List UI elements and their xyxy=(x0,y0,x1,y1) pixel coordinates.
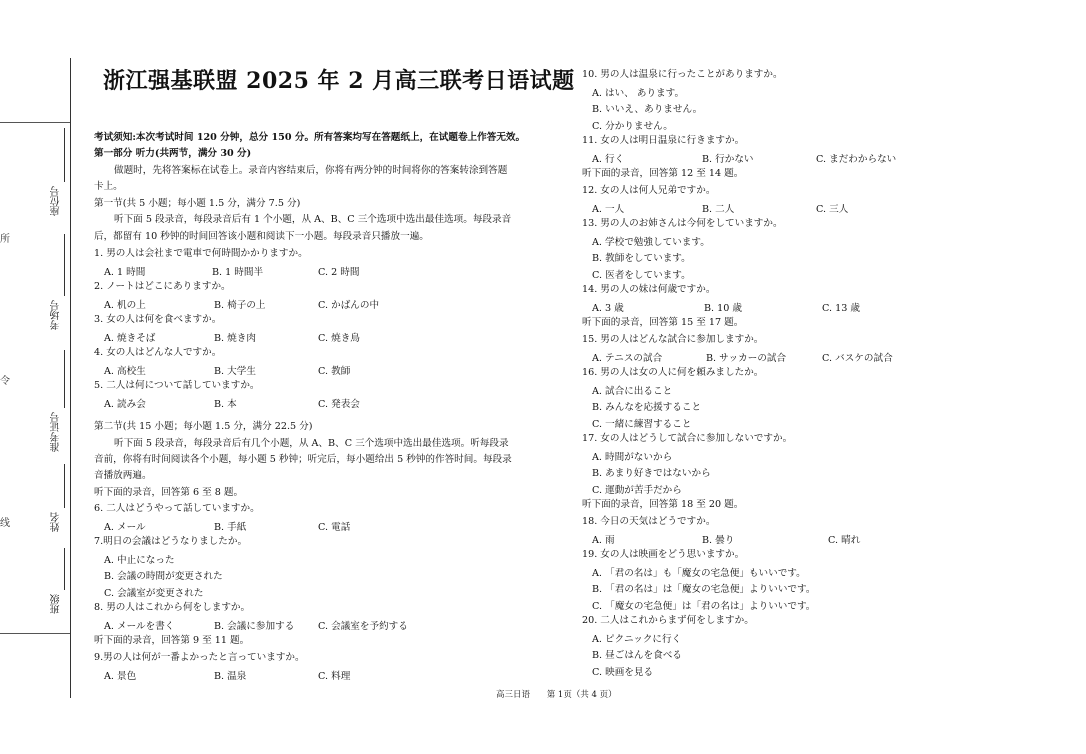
exam-notice: 考试须知:本次考试时间 120 分钟，总分 150 分。所有答案均写在答题纸上，在试题卷上作答无效。 xyxy=(94,132,526,143)
option: A. メールを書く xyxy=(104,621,175,632)
section-2-intro: 音前，你将有时间阅读各个小题，每小题 5 秒钟；听完后，每小题给出 5 秒钟的作答时间。每段录 xyxy=(94,454,512,465)
option: A. 学校で勉強しています。 xyxy=(592,237,710,248)
option: B. みんなを応援すること xyxy=(592,402,702,413)
footer-page-number: 第 1页（共 4 页） xyxy=(546,690,617,700)
question-16: 16. 男の人は女の人に何を頼みましたか。 xyxy=(582,367,764,378)
option: C. 運動が苦手だから xyxy=(592,485,682,496)
option: B. 行かない xyxy=(702,154,754,165)
option: C. 発表会 xyxy=(318,399,360,410)
question-8: 8. 男の人はこれから何をしますか。 xyxy=(94,602,251,613)
option: C. バスケの試合 xyxy=(822,353,893,364)
binding-margin xyxy=(0,0,72,754)
footer-subject: 高三日语 xyxy=(496,690,531,700)
field-line xyxy=(64,350,65,408)
option: C. 晴れ xyxy=(828,535,861,546)
option: B. 会議の時間が変更された xyxy=(104,571,223,582)
cut-char: 线 xyxy=(0,518,10,529)
option: B. サッカーの試合 xyxy=(706,353,787,364)
section-1-intro: 后，都留有 10 秒钟的时间回答该小题和阅读下一小题。每段录音只播放一遍。 xyxy=(94,231,429,242)
question-14: 14. 男の人の妹は何歳ですか。 xyxy=(582,284,716,295)
question-2: 2. ノートはどこにありますか。 xyxy=(94,281,231,292)
option: B. いいえ、ありません。 xyxy=(592,104,703,115)
question-17: 17. 女の人はどうして試合に参加しないですか。 xyxy=(582,433,793,444)
page-footer xyxy=(496,688,631,700)
question-10: 10. 男の人は温泉に行ったことがありますか。 xyxy=(582,69,783,80)
option: C. 焼き鳥 xyxy=(318,333,360,344)
section-2-heading: 第二节(共 15 小题；每小题 1.5 分，满分 22.5 分) xyxy=(94,421,313,432)
option: A. 景色 xyxy=(104,671,137,682)
part-1-heading: 第一部分 听力(共两节，满分 30 分) xyxy=(94,148,252,159)
section-1-heading: 第一节(共 5 小题；每小题 1.5 分，满分 7.5 分) xyxy=(94,198,301,209)
option: B. あまり好きではないから xyxy=(592,468,711,479)
field-line xyxy=(64,464,65,508)
option: C. 三人 xyxy=(816,204,849,215)
option: A. 行く xyxy=(592,154,625,165)
intro-text: 卡上。 xyxy=(94,181,123,192)
option: B. 焼き肉 xyxy=(214,333,256,344)
option: B. 二人 xyxy=(702,204,735,215)
option: C. 電話 xyxy=(318,522,351,533)
option: A. 高校生 xyxy=(104,366,146,377)
option: B. 本 xyxy=(214,399,237,410)
field-class: 班级 xyxy=(51,594,62,614)
field-admission-number: 准考证号 xyxy=(51,412,62,452)
field-line xyxy=(64,548,65,590)
listen-instruction: 听下面的录音，回答第 9 至 11 题。 xyxy=(94,635,250,646)
question-11: 11. 女の人は明日温泉に行きますか。 xyxy=(582,135,745,146)
option: C. 映画を見る xyxy=(592,667,654,678)
listen-instruction: 听下面的录音，回答第 15 至 17 题。 xyxy=(582,317,744,328)
option: B. 教師をしています。 xyxy=(592,253,691,264)
option: C. 会議室を予約する xyxy=(318,621,408,632)
option: B. 温泉 xyxy=(214,671,247,682)
option: C. 13 歳 xyxy=(822,303,860,314)
option: A. はい、 あります。 xyxy=(592,88,685,99)
option: C. かばんの中 xyxy=(318,300,380,311)
listen-instruction: 听下面的录音，回答第 18 至 20 题。 xyxy=(582,499,744,510)
cut-char: 所 xyxy=(0,234,10,245)
question-6: 6. 二人はどうやって話していますか。 xyxy=(94,503,260,514)
option: B. 10 歳 xyxy=(704,303,743,314)
question-20: 20. 二人はこれからまず何をしますか。 xyxy=(582,615,754,626)
question-3: 3. 女の人は何を食べますか。 xyxy=(94,314,222,325)
option: C. 教師 xyxy=(318,366,351,377)
question-19: 19. 女の人は映画をどう思いますか。 xyxy=(582,549,745,560)
question-5: 5. 二人は何について話していますか。 xyxy=(94,380,260,391)
section-1-intro: 听下面 5 段录音，每段录音后有 1 个小题，从 A、B、C 三个选项中选出最佳选项。每段录音 xyxy=(114,214,512,225)
listen-instruction: 听下面的录音，回答第 12 至 14 题。 xyxy=(582,168,744,179)
option: B. 曇り xyxy=(702,535,735,546)
option: A. 試合に出ること xyxy=(592,386,673,397)
field-exam-room: 考场号 xyxy=(51,300,62,330)
option: A. 一人 xyxy=(592,204,625,215)
question-15: 15. 男の人はどんな試合に参加しますか。 xyxy=(582,334,764,345)
option: A. メール xyxy=(104,522,146,533)
binding-line xyxy=(70,58,71,698)
option: C. 一緒に練習すること xyxy=(592,419,692,430)
cut-char: 令 xyxy=(0,376,10,387)
option: A. 3 歳 xyxy=(592,303,624,314)
option: C. 料理 xyxy=(318,671,351,682)
field-line xyxy=(64,128,65,182)
option: A. 雨 xyxy=(592,535,615,546)
option: C. 「魔女の宅急便」は「君の名は」よりいいです。 xyxy=(592,601,816,612)
option: B. 会議に参加する xyxy=(214,621,295,632)
field-name: 姓名 xyxy=(51,512,62,532)
field-seat-number: 座位号 xyxy=(51,186,62,216)
listen-instruction: 听下面的录音，回答第 6 至 8 题。 xyxy=(94,487,244,498)
section-2-intro: 音播放两遍。 xyxy=(94,470,152,481)
option: B. 大学生 xyxy=(214,366,256,377)
option: B. 椅子の上 xyxy=(214,300,266,311)
option: A. 中止になった xyxy=(104,555,175,566)
option: A. 読み会 xyxy=(104,399,146,410)
question-1: 1. 男の人は会社まで電車で何時間かかりますか。 xyxy=(94,248,308,259)
question-12: 12. 女の人は何人兄弟ですか。 xyxy=(582,185,716,196)
question-18: 18. 今日の天気はどうですか。 xyxy=(582,516,716,527)
option: B. 昼ごはんを食べる xyxy=(592,650,682,661)
option: C. 分かりません。 xyxy=(592,121,673,132)
option: B. 「君の名は」は「魔女の宅急便」よりいいです。 xyxy=(592,584,816,595)
option: A. 1 時間 xyxy=(104,267,146,278)
question-9: 9.男の人は何が一番よかったと言っていますか。 xyxy=(94,652,305,663)
option: C. 2 時間 xyxy=(318,267,360,278)
field-line xyxy=(64,234,65,296)
section-2-intro: 听下面 5 段录音，每段录音后有几个小题，从 A、B、C 三个选项中选出最佳选项。听每段录 xyxy=(114,438,509,449)
question-4: 4. 女の人はどんな人ですか。 xyxy=(94,347,222,358)
option: A. 机の上 xyxy=(104,300,146,311)
option: A. 焼きそば xyxy=(104,333,156,344)
option: B. 手紙 xyxy=(214,522,247,533)
page-title: 浙江强基联盟 2025 年 2 月高三联考日语试题 xyxy=(103,68,575,94)
option: C. まだわからない xyxy=(816,154,897,165)
option: A. テニスの試合 xyxy=(592,353,663,364)
option: A. 「君の名は」も「魔女の宅急便」もいいです。 xyxy=(592,568,806,579)
option: A. ピクニックに行く xyxy=(592,634,682,645)
option: C. 医者をしています。 xyxy=(592,270,691,281)
question-7: 7.明日の会議はどうなりましたか。 xyxy=(94,536,248,547)
option: C. 会議室が変更された xyxy=(104,588,204,599)
intro-text: 做题时，先将答案标在试卷上。录音内容结束后，你将有两分钟的时间将你的答案转涂到答题 xyxy=(114,165,508,176)
question-13: 13. 男の人のお姉さんは今何をしていますか。 xyxy=(582,218,783,229)
option: A. 時間がないから xyxy=(592,452,673,463)
option: B. 1 時間半 xyxy=(212,267,264,278)
